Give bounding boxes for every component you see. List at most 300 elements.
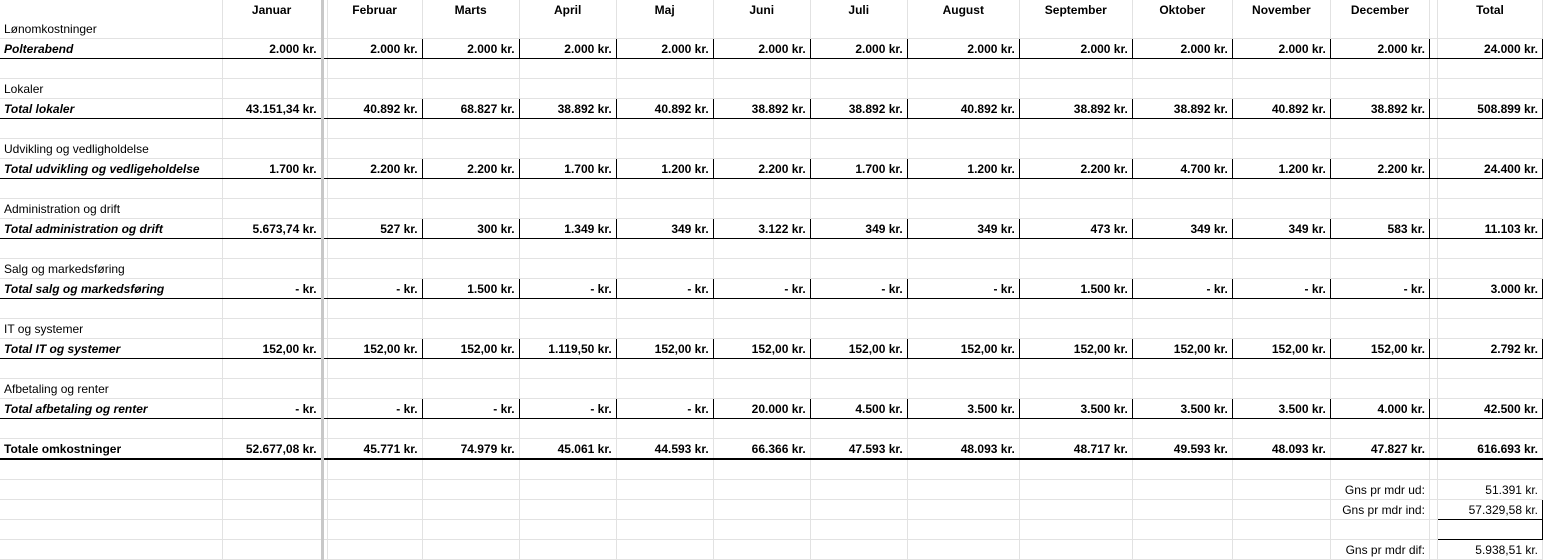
empty-cell[interactable] xyxy=(713,259,810,279)
empty-cell[interactable] xyxy=(1132,379,1232,399)
column-gap[interactable] xyxy=(1429,19,1437,39)
empty-cell[interactable] xyxy=(422,119,519,139)
value-cell[interactable]: 2.000 kr. xyxy=(713,39,810,59)
value-cell[interactable]: 2.200 kr. xyxy=(1330,159,1429,179)
row-label[interactable]: Total lokaler xyxy=(0,99,222,119)
value-cell[interactable]: 349 kr. xyxy=(907,219,1019,239)
column-gap[interactable] xyxy=(1429,239,1437,259)
column-gap[interactable] xyxy=(1429,520,1437,540)
column-gap[interactable] xyxy=(1429,299,1437,319)
value-cell[interactable]: - kr. xyxy=(1330,279,1429,299)
header-cell-month[interactable]: Oktober xyxy=(1132,0,1232,19)
header-cell-month[interactable]: December xyxy=(1330,0,1429,19)
empty-cell[interactable] xyxy=(907,520,1019,540)
empty-cell[interactable] xyxy=(907,359,1019,379)
empty-cell[interactable] xyxy=(1330,239,1429,259)
column-gap[interactable] xyxy=(1429,339,1437,359)
empty-cell[interactable] xyxy=(519,459,616,480)
empty-cell[interactable] xyxy=(1019,79,1132,99)
value-cell[interactable]: 349 kr. xyxy=(616,219,713,239)
value-cell[interactable]: - kr. xyxy=(222,279,322,299)
value-cell[interactable]: 40.892 kr. xyxy=(907,99,1019,119)
empty-cell[interactable] xyxy=(327,119,422,139)
empty-cell[interactable] xyxy=(519,299,616,319)
empty-cell[interactable] xyxy=(422,199,519,219)
empty-cell[interactable] xyxy=(713,419,810,439)
empty-cell[interactable] xyxy=(1132,319,1232,339)
value-cell[interactable]: 47.827 kr. xyxy=(1330,439,1429,460)
empty-cell[interactable] xyxy=(1232,379,1330,399)
empty-cell[interactable] xyxy=(222,359,322,379)
empty-cell[interactable] xyxy=(222,259,322,279)
empty-cell[interactable] xyxy=(1132,239,1232,259)
empty-cell[interactable] xyxy=(519,480,616,500)
summary-label[interactable]: Gns pr mdr dif: xyxy=(1330,540,1429,560)
empty-cell[interactable] xyxy=(1019,480,1132,500)
empty-cell[interactable] xyxy=(810,520,907,540)
empty-cell[interactable] xyxy=(519,59,616,79)
value-cell[interactable]: 152,00 kr. xyxy=(222,339,322,359)
empty-cell[interactable] xyxy=(616,179,713,199)
value-cell[interactable]: 2.000 kr. xyxy=(327,39,422,59)
empty-cell[interactable] xyxy=(327,179,422,199)
empty-cell[interactable] xyxy=(616,199,713,219)
column-gap[interactable] xyxy=(1429,500,1437,520)
row-label[interactable]: Total administration og drift xyxy=(0,219,222,239)
empty-cell[interactable] xyxy=(616,119,713,139)
empty-cell[interactable] xyxy=(1437,59,1542,79)
empty-cell[interactable] xyxy=(1019,319,1132,339)
empty-cell[interactable] xyxy=(713,359,810,379)
section-label[interactable]: Administration og drift xyxy=(0,199,222,219)
empty-cell[interactable] xyxy=(327,199,422,219)
empty-cell[interactable] xyxy=(1232,79,1330,99)
value-cell[interactable]: - kr. xyxy=(327,399,422,419)
empty-cell[interactable] xyxy=(810,19,907,39)
value-cell[interactable]: - kr. xyxy=(616,399,713,419)
empty-cell[interactable] xyxy=(713,379,810,399)
empty-cell[interactable] xyxy=(1132,419,1232,439)
empty-cell[interactable] xyxy=(222,239,322,259)
value-cell[interactable]: 48.717 kr. xyxy=(1019,439,1132,460)
empty-cell[interactable] xyxy=(1132,359,1232,379)
value-cell[interactable]: 1.200 kr. xyxy=(1232,159,1330,179)
column-gap[interactable] xyxy=(1429,79,1437,99)
row-label[interactable]: Total salg og markedsføring xyxy=(0,279,222,299)
value-cell[interactable]: 152,00 kr. xyxy=(327,339,422,359)
empty-cell[interactable] xyxy=(907,379,1019,399)
value-cell[interactable]: - kr. xyxy=(1232,279,1330,299)
empty-cell[interactable] xyxy=(0,419,222,439)
empty-cell[interactable] xyxy=(713,540,810,560)
value-cell[interactable]: 43.151,34 kr. xyxy=(222,99,322,119)
empty-cell[interactable] xyxy=(327,19,422,39)
empty-cell[interactable] xyxy=(616,459,713,480)
value-cell[interactable]: - kr. xyxy=(1132,279,1232,299)
empty-cell[interactable] xyxy=(1132,540,1232,560)
empty-cell[interactable] xyxy=(519,119,616,139)
empty-cell[interactable] xyxy=(616,379,713,399)
empty-cell[interactable] xyxy=(1232,500,1330,520)
value-cell[interactable]: 38.892 kr. xyxy=(810,99,907,119)
value-cell[interactable]: - kr. xyxy=(713,279,810,299)
empty-cell[interactable] xyxy=(810,119,907,139)
summary-label[interactable] xyxy=(1330,520,1429,540)
empty-cell[interactable] xyxy=(327,520,422,540)
empty-cell[interactable] xyxy=(907,259,1019,279)
empty-cell[interactable] xyxy=(1437,459,1542,480)
empty-cell[interactable] xyxy=(327,139,422,159)
empty-cell[interactable] xyxy=(327,259,422,279)
value-cell[interactable]: 2.000 kr. xyxy=(519,39,616,59)
empty-cell[interactable] xyxy=(422,540,519,560)
empty-cell[interactable] xyxy=(713,179,810,199)
empty-cell[interactable] xyxy=(1019,299,1132,319)
empty-cell[interactable] xyxy=(519,500,616,520)
value-cell[interactable]: 1.500 kr. xyxy=(422,279,519,299)
value-cell[interactable]: 152,00 kr. xyxy=(907,339,1019,359)
empty-cell[interactable] xyxy=(1132,199,1232,219)
empty-cell[interactable] xyxy=(1132,259,1232,279)
row-total-cell[interactable]: 24.400 kr. xyxy=(1437,159,1542,179)
empty-cell[interactable] xyxy=(422,480,519,500)
empty-cell[interactable] xyxy=(1019,179,1132,199)
column-gap[interactable] xyxy=(1429,219,1437,239)
empty-cell[interactable] xyxy=(519,79,616,99)
empty-cell[interactable] xyxy=(1437,419,1542,439)
header-cell-month[interactable]: Januar xyxy=(222,0,322,19)
empty-cell[interactable] xyxy=(0,119,222,139)
empty-cell[interactable] xyxy=(907,179,1019,199)
column-gap[interactable] xyxy=(1429,119,1437,139)
empty-cell[interactable] xyxy=(713,59,810,79)
empty-cell[interactable] xyxy=(222,119,322,139)
value-cell[interactable]: 2.000 kr. xyxy=(907,39,1019,59)
empty-cell[interactable] xyxy=(810,299,907,319)
empty-cell[interactable] xyxy=(519,419,616,439)
empty-cell[interactable] xyxy=(1437,319,1542,339)
empty-cell[interactable] xyxy=(907,59,1019,79)
empty-cell[interactable] xyxy=(422,319,519,339)
value-cell[interactable]: 38.892 kr. xyxy=(713,99,810,119)
empty-cell[interactable] xyxy=(1330,459,1429,480)
value-cell[interactable]: 1.349 kr. xyxy=(519,219,616,239)
empty-cell[interactable] xyxy=(616,299,713,319)
empty-cell[interactable] xyxy=(616,419,713,439)
empty-cell[interactable] xyxy=(1437,379,1542,399)
value-cell[interactable]: 1.700 kr. xyxy=(810,159,907,179)
empty-cell[interactable] xyxy=(713,459,810,480)
column-gap[interactable] xyxy=(1429,399,1437,419)
empty-cell[interactable] xyxy=(713,139,810,159)
value-cell[interactable]: 152,00 kr. xyxy=(1232,339,1330,359)
value-cell[interactable]: 3.500 kr. xyxy=(1019,399,1132,419)
value-cell[interactable]: 1.200 kr. xyxy=(907,159,1019,179)
empty-cell[interactable] xyxy=(810,59,907,79)
header-cell-month[interactable]: Maj xyxy=(616,0,713,19)
empty-cell[interactable] xyxy=(1437,299,1542,319)
empty-cell[interactable] xyxy=(0,299,222,319)
value-cell[interactable]: 38.892 kr. xyxy=(1019,99,1132,119)
value-cell[interactable]: 2.200 kr. xyxy=(1019,159,1132,179)
empty-cell[interactable] xyxy=(327,500,422,520)
empty-cell[interactable] xyxy=(1132,459,1232,480)
empty-cell[interactable] xyxy=(0,239,222,259)
empty-cell[interactable] xyxy=(519,139,616,159)
empty-cell[interactable] xyxy=(616,500,713,520)
empty-cell[interactable] xyxy=(1437,179,1542,199)
empty-cell[interactable] xyxy=(907,540,1019,560)
empty-cell[interactable] xyxy=(1232,540,1330,560)
row-total-cell[interactable]: 616.693 kr. xyxy=(1437,439,1542,460)
value-cell[interactable]: 52.677,08 kr. xyxy=(222,439,322,460)
empty-cell[interactable] xyxy=(222,520,322,540)
empty-cell[interactable] xyxy=(1330,79,1429,99)
summary-label[interactable]: Gns pr mdr ud: xyxy=(1330,480,1429,500)
empty-cell[interactable] xyxy=(1330,259,1429,279)
value-cell[interactable]: 1.119,50 kr. xyxy=(519,339,616,359)
empty-cell[interactable] xyxy=(810,139,907,159)
column-gap[interactable] xyxy=(1429,179,1437,199)
value-cell[interactable]: 152,00 kr. xyxy=(1330,339,1429,359)
value-cell[interactable]: - kr. xyxy=(810,279,907,299)
value-cell[interactable]: 152,00 kr. xyxy=(1132,339,1232,359)
value-cell[interactable]: 38.892 kr. xyxy=(1330,99,1429,119)
empty-cell[interactable] xyxy=(222,480,322,500)
empty-cell[interactable] xyxy=(810,179,907,199)
column-gap[interactable] xyxy=(1429,359,1437,379)
empty-cell[interactable] xyxy=(222,179,322,199)
value-cell[interactable]: 583 kr. xyxy=(1330,219,1429,239)
empty-cell[interactable] xyxy=(0,520,222,540)
column-gap[interactable] xyxy=(1429,59,1437,79)
empty-cell[interactable] xyxy=(222,419,322,439)
empty-cell[interactable] xyxy=(810,259,907,279)
value-cell[interactable]: 44.593 kr. xyxy=(616,439,713,460)
empty-cell[interactable] xyxy=(1232,59,1330,79)
empty-cell[interactable] xyxy=(1330,139,1429,159)
empty-cell[interactable] xyxy=(1437,79,1542,99)
empty-cell[interactable] xyxy=(0,59,222,79)
empty-cell[interactable] xyxy=(519,319,616,339)
value-cell[interactable]: 349 kr. xyxy=(810,219,907,239)
row-label[interactable]: Total IT og systemer xyxy=(0,339,222,359)
value-cell[interactable]: 40.892 kr. xyxy=(616,99,713,119)
value-cell[interactable]: 66.366 kr. xyxy=(713,439,810,460)
column-gap[interactable] xyxy=(1429,379,1437,399)
value-cell[interactable]: 2.000 kr. xyxy=(810,39,907,59)
empty-cell[interactable] xyxy=(713,79,810,99)
empty-cell[interactable] xyxy=(1232,459,1330,480)
empty-cell[interactable] xyxy=(327,79,422,99)
value-cell[interactable]: 1.700 kr. xyxy=(519,159,616,179)
empty-cell[interactable] xyxy=(327,239,422,259)
empty-cell[interactable] xyxy=(1330,299,1429,319)
empty-cell[interactable] xyxy=(810,79,907,99)
column-gap[interactable] xyxy=(1429,439,1437,460)
empty-cell[interactable] xyxy=(222,500,322,520)
empty-cell[interactable] xyxy=(0,459,222,480)
value-cell[interactable]: 47.593 kr. xyxy=(810,439,907,460)
empty-cell[interactable] xyxy=(327,359,422,379)
row-total-cell[interactable]: 3.000 kr. xyxy=(1437,279,1542,299)
empty-cell[interactable] xyxy=(713,19,810,39)
empty-cell[interactable] xyxy=(907,239,1019,259)
empty-cell[interactable] xyxy=(1330,59,1429,79)
empty-cell[interactable] xyxy=(327,540,422,560)
empty-cell[interactable] xyxy=(422,59,519,79)
empty-cell[interactable] xyxy=(222,199,322,219)
empty-cell[interactable] xyxy=(713,500,810,520)
empty-cell[interactable] xyxy=(1019,520,1132,540)
empty-cell[interactable] xyxy=(907,19,1019,39)
value-cell[interactable]: 152,00 kr. xyxy=(1019,339,1132,359)
empty-cell[interactable] xyxy=(1019,139,1132,159)
empty-cell[interactable] xyxy=(616,259,713,279)
column-gap[interactable] xyxy=(1429,159,1437,179)
empty-cell[interactable] xyxy=(1019,419,1132,439)
empty-cell[interactable] xyxy=(713,119,810,139)
empty-cell[interactable] xyxy=(907,480,1019,500)
empty-cell[interactable] xyxy=(810,540,907,560)
summary-label[interactable]: Gns pr mdr ind: xyxy=(1330,500,1429,520)
value-cell[interactable]: 45.771 kr. xyxy=(327,439,422,460)
empty-cell[interactable] xyxy=(1232,19,1330,39)
empty-cell[interactable] xyxy=(1437,359,1542,379)
value-cell[interactable]: 152,00 kr. xyxy=(616,339,713,359)
empty-cell[interactable] xyxy=(327,319,422,339)
empty-cell[interactable] xyxy=(422,259,519,279)
summary-value[interactable] xyxy=(1437,520,1542,540)
empty-cell[interactable] xyxy=(519,179,616,199)
empty-cell[interactable] xyxy=(519,259,616,279)
empty-cell[interactable] xyxy=(519,520,616,540)
empty-cell[interactable] xyxy=(222,79,322,99)
empty-cell[interactable] xyxy=(1132,119,1232,139)
value-cell[interactable]: 49.593 kr. xyxy=(1132,439,1232,460)
value-cell[interactable]: 473 kr. xyxy=(1019,219,1132,239)
empty-cell[interactable] xyxy=(810,500,907,520)
value-cell[interactable]: - kr. xyxy=(907,279,1019,299)
empty-cell[interactable] xyxy=(1019,239,1132,259)
empty-cell[interactable] xyxy=(810,379,907,399)
empty-cell[interactable] xyxy=(519,239,616,259)
value-cell[interactable]: 2.000 kr. xyxy=(1019,39,1132,59)
header-cell-month[interactable]: September xyxy=(1019,0,1132,19)
summary-value[interactable]: 57.329,58 kr. xyxy=(1437,500,1542,520)
empty-cell[interactable] xyxy=(1330,119,1429,139)
value-cell[interactable]: - kr. xyxy=(222,399,322,419)
value-cell[interactable]: - kr. xyxy=(422,399,519,419)
empty-cell[interactable] xyxy=(519,199,616,219)
empty-cell[interactable] xyxy=(713,520,810,540)
row-total-cell[interactable]: 508.899 kr. xyxy=(1437,99,1542,119)
empty-cell[interactable] xyxy=(616,520,713,540)
column-gap[interactable] xyxy=(1429,99,1437,119)
empty-cell[interactable] xyxy=(1132,19,1232,39)
empty-cell[interactable] xyxy=(422,179,519,199)
section-label[interactable]: Salg og markedsføring xyxy=(0,259,222,279)
value-cell[interactable]: 3.122 kr. xyxy=(713,219,810,239)
empty-cell[interactable] xyxy=(1232,319,1330,339)
value-cell[interactable]: 349 kr. xyxy=(1232,219,1330,239)
value-cell[interactable]: 38.892 kr. xyxy=(1132,99,1232,119)
value-cell[interactable]: 2.000 kr. xyxy=(1330,39,1429,59)
value-cell[interactable]: 1.200 kr. xyxy=(616,159,713,179)
empty-cell[interactable] xyxy=(422,359,519,379)
empty-cell[interactable] xyxy=(222,139,322,159)
section-label[interactable]: Udvikling og vedligholdelse xyxy=(0,139,222,159)
empty-cell[interactable] xyxy=(907,500,1019,520)
empty-cell[interactable] xyxy=(616,480,713,500)
value-cell[interactable]: 3.500 kr. xyxy=(1132,399,1232,419)
empty-cell[interactable] xyxy=(1232,480,1330,500)
empty-cell[interactable] xyxy=(422,379,519,399)
empty-cell[interactable] xyxy=(327,459,422,480)
value-cell[interactable]: 349 kr. xyxy=(1132,219,1232,239)
column-gap[interactable] xyxy=(1429,319,1437,339)
empty-cell[interactable] xyxy=(1019,500,1132,520)
row-label[interactable]: Total udvikling og vedligeholdelse xyxy=(0,159,222,179)
value-cell[interactable]: 5.673,74 kr. xyxy=(222,219,322,239)
value-cell[interactable]: 152,00 kr. xyxy=(422,339,519,359)
empty-cell[interactable] xyxy=(422,520,519,540)
empty-cell[interactable] xyxy=(327,299,422,319)
value-cell[interactable]: - kr. xyxy=(616,279,713,299)
header-cell-month[interactable]: August xyxy=(907,0,1019,19)
empty-cell[interactable] xyxy=(1437,259,1542,279)
row-label[interactable]: Polterabend xyxy=(0,39,222,59)
value-cell[interactable]: 45.061 kr. xyxy=(519,439,616,460)
value-cell[interactable]: - kr. xyxy=(519,399,616,419)
column-gap[interactable] xyxy=(1429,279,1437,299)
empty-cell[interactable] xyxy=(1232,419,1330,439)
empty-cell[interactable] xyxy=(1437,199,1542,219)
empty-cell[interactable] xyxy=(1019,119,1132,139)
value-cell[interactable]: 3.500 kr. xyxy=(907,399,1019,419)
empty-cell[interactable] xyxy=(616,239,713,259)
header-cell-month[interactable]: Februar xyxy=(327,0,422,19)
value-cell[interactable]: 527 kr. xyxy=(327,219,422,239)
empty-cell[interactable] xyxy=(1019,59,1132,79)
value-cell[interactable]: 40.892 kr. xyxy=(327,99,422,119)
empty-cell[interactable] xyxy=(1132,480,1232,500)
empty-cell[interactable] xyxy=(0,540,222,560)
value-cell[interactable]: 38.892 kr. xyxy=(519,99,616,119)
empty-cell[interactable] xyxy=(1132,79,1232,99)
empty-cell[interactable] xyxy=(422,239,519,259)
empty-cell[interactable] xyxy=(222,540,322,560)
value-cell[interactable]: 300 kr. xyxy=(422,219,519,239)
empty-cell[interactable] xyxy=(1019,379,1132,399)
empty-cell[interactable] xyxy=(222,299,322,319)
empty-cell[interactable] xyxy=(1330,319,1429,339)
empty-cell[interactable] xyxy=(616,19,713,39)
empty-cell[interactable] xyxy=(1232,179,1330,199)
empty-cell[interactable] xyxy=(222,379,322,399)
empty-cell[interactable] xyxy=(713,480,810,500)
value-cell[interactable]: 2.000 kr. xyxy=(222,39,322,59)
empty-cell[interactable] xyxy=(1019,540,1132,560)
row-total-cell[interactable]: 42.500 kr. xyxy=(1437,399,1542,419)
empty-cell[interactable] xyxy=(1132,179,1232,199)
header-cell-month[interactable]: Juni xyxy=(713,0,810,19)
empty-cell[interactable] xyxy=(616,359,713,379)
empty-cell[interactable] xyxy=(616,540,713,560)
empty-cell[interactable] xyxy=(713,299,810,319)
header-cell-month[interactable]: Juli xyxy=(810,0,907,19)
empty-cell[interactable] xyxy=(519,379,616,399)
